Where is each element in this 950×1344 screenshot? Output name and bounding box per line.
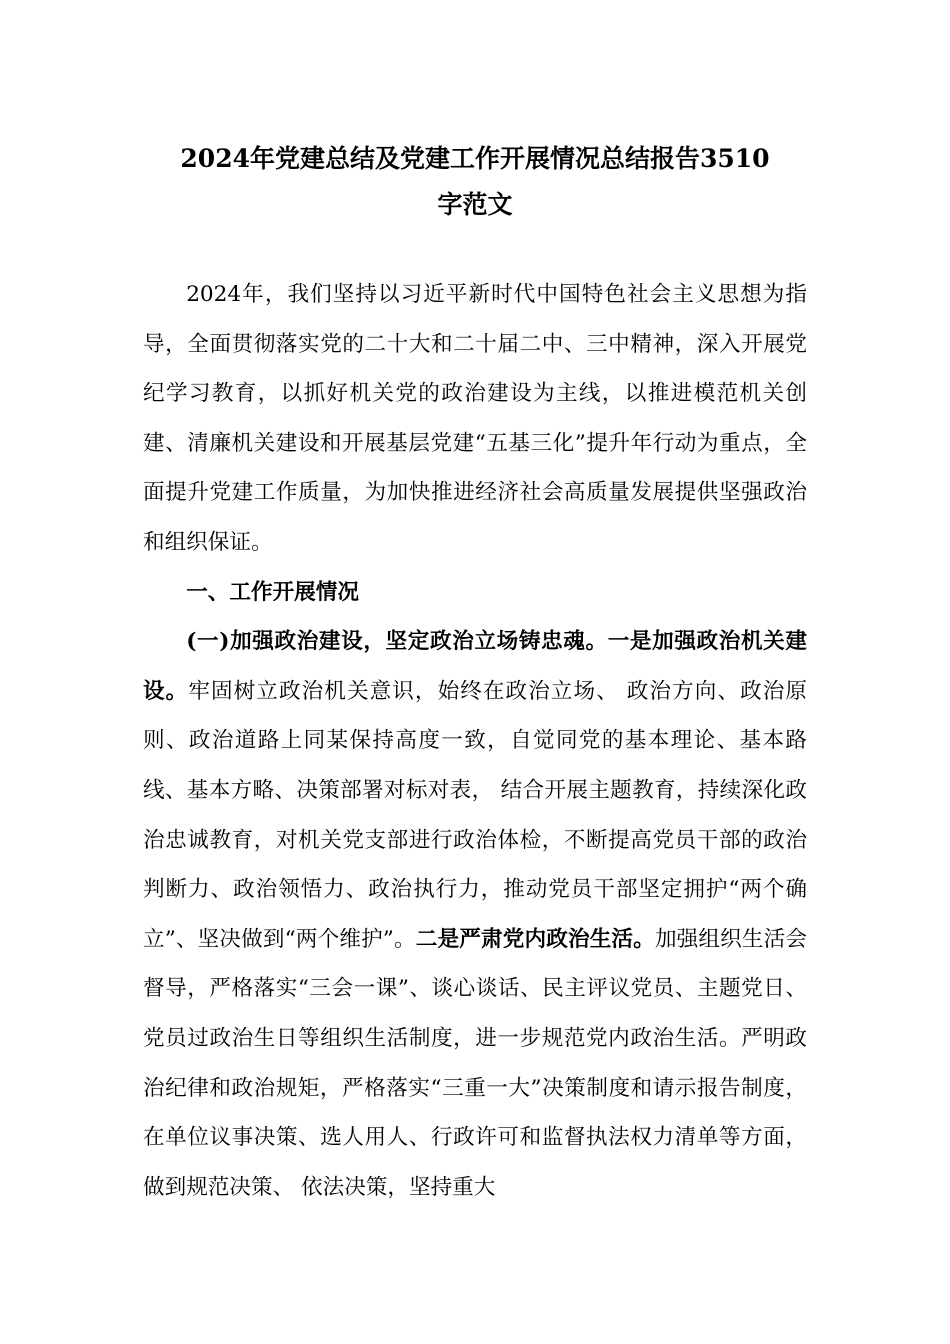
subsection-heading: (一)加强政治建设，坚定政治立场铸忠魂。	[186, 629, 608, 655]
intro-paragraph: 2024年，我们坚持以习近平新时代中国特色社会主义思想为指导，全面贯彻落实党的二十大和二十届二中、三中精神，深入开展党纪学习教育，以抓好机关党的政治建设为主线，以推进模范机关创建、清廉机关建设和开展基层党建“五基三化”提升年行动为重点，全面提升党建工作质量，为加快推进经济社会高质量发展提供坚强政治和组织保证。	[143, 282, 807, 555]
title-line-1: 2024年党建总结及党建工作开展情况总结报告3510	[180, 144, 770, 173]
point-1-heading: 一是加强政治机关建设。	[143, 629, 807, 704]
title-line-2: 字范文	[437, 190, 513, 219]
document-body	[143, 270, 807, 1212]
point-2-text: 加强组织生活会督导，严格落实“三会一课”、谈心谈话、民主评议党员、主题党日、党员过政治生日等组织生活制度，进一步规范党内政治生活。严明政治纪律和政治规矩，严格落实“三重一大”决策制度和请示报告制度，在单位议事决策、选人用人、行政许可和监督执法权力清单等方面，做到规范决策、 依法决策，坚持重大	[143, 926, 807, 1200]
point-2-heading: 二是严肃党内政治生活。	[415, 926, 655, 952]
point-1-text: 牢固树立政治机关意识，始终在政治立场、 政治方向、政治原则、政治道路上同某保持高度一致，自觉同党的基本理论、基本路线、基本方略、决策部署对标对表， 结合开展主题教育，持续深化政治忠诚教育，对机关党支部进行政治体检，不断提高党员干部的政治判断力、政治领悟力、政治执行力，推动党员干部坚定拥护“两个确立”、坚决做到“两个维护”。	[143, 678, 807, 952]
subsection-paragraph	[143, 617, 807, 1212]
document-title	[0, 136, 950, 228]
section-heading: 一、工作开展情况	[186, 579, 359, 605]
